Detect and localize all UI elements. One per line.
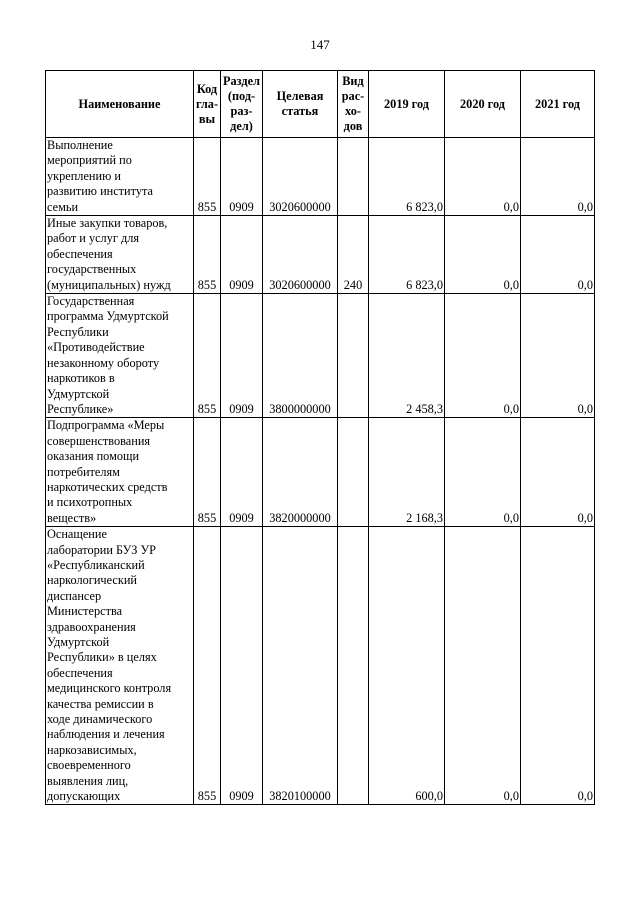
- row-2020: 0,0: [445, 216, 521, 294]
- table-header-row: [46, 71, 595, 138]
- row-kod: 855: [194, 216, 221, 294]
- header-statya: Целевая статья: [263, 71, 338, 138]
- row-name: Выполнение мероприятий по укреплению и развитию института семьи: [46, 138, 194, 216]
- row-statya: 3820000000: [263, 418, 338, 527]
- header-name: Наименование: [46, 71, 194, 138]
- row-2019: 2 458,3: [369, 294, 445, 418]
- row-name: Иные закупки товаров, работ и услуг для обеспечения государственных (муниципальных) нужд: [46, 216, 194, 294]
- header-2021: 2021 год: [521, 71, 595, 138]
- row-statya: 3020600000: [263, 216, 338, 294]
- row-kod: 855: [194, 418, 221, 527]
- row-vid: [338, 138, 369, 216]
- row-vid: [338, 294, 369, 418]
- row-2021: 0,0: [521, 527, 595, 805]
- row-2021: 0,0: [521, 216, 595, 294]
- row-razdel: 0909: [221, 216, 263, 294]
- row-2019: 6 823,0: [369, 138, 445, 216]
- row-2020: 0,0: [445, 418, 521, 527]
- row-vid: [338, 418, 369, 527]
- row-kod: 855: [194, 294, 221, 418]
- header-kod: Код гла- вы: [194, 71, 221, 138]
- table-row: [46, 527, 595, 805]
- row-statya: 3020600000: [263, 138, 338, 216]
- header-2020: 2020 год: [445, 71, 521, 138]
- row-2020: 0,0: [445, 294, 521, 418]
- row-statya: 3820100000: [263, 527, 338, 805]
- table-row: [46, 138, 595, 216]
- row-kod: 855: [194, 527, 221, 805]
- row-razdel: 0909: [221, 418, 263, 527]
- row-razdel: 0909: [221, 294, 263, 418]
- row-2020: 0,0: [445, 138, 521, 216]
- table-row: [46, 216, 595, 294]
- row-vid: 240: [338, 216, 369, 294]
- row-2019: 6 823,0: [369, 216, 445, 294]
- header-vid: Вид рас- хо- дов: [338, 71, 369, 138]
- page-number: 147: [310, 37, 330, 52]
- header-razdel: Раздел (под- раз- дел): [221, 71, 263, 138]
- row-2021: 0,0: [521, 418, 595, 527]
- row-vid: [338, 527, 369, 805]
- row-name: Подпрограмма «Меры совершенствования оказания помощи потребителям наркотических средств и психотропных веществ»: [46, 418, 194, 527]
- row-name: Государственная программа Удмуртской Республики «Противодействие незаконному обороту наркотиков в Удмуртской Республике»: [46, 294, 194, 418]
- row-2021: 0,0: [521, 138, 595, 216]
- header-2019: 2019 год: [369, 71, 445, 138]
- budget-table: [45, 70, 595, 805]
- table-row: [46, 294, 595, 418]
- row-statya: 3800000000: [263, 294, 338, 418]
- row-2019: 2 168,3: [369, 418, 445, 527]
- row-razdel: 0909: [221, 138, 263, 216]
- table-row: [46, 418, 595, 527]
- row-2019: 600,0: [369, 527, 445, 805]
- row-razdel: 0909: [221, 527, 263, 805]
- row-kod: 855: [194, 138, 221, 216]
- row-2020: 0,0: [445, 527, 521, 805]
- row-2021: 0,0: [521, 294, 595, 418]
- row-name: Оснащение лаборатории БУЗ УР «Республиканский наркологический диспансер Министерства здравоохранения Удмуртской Республики» в целях обеспечения медицинского контроля качества ремиссии в ходе динамического наблюдения и лечения наркозависимых, своевременного выявления лиц, допускающих: [46, 527, 194, 805]
